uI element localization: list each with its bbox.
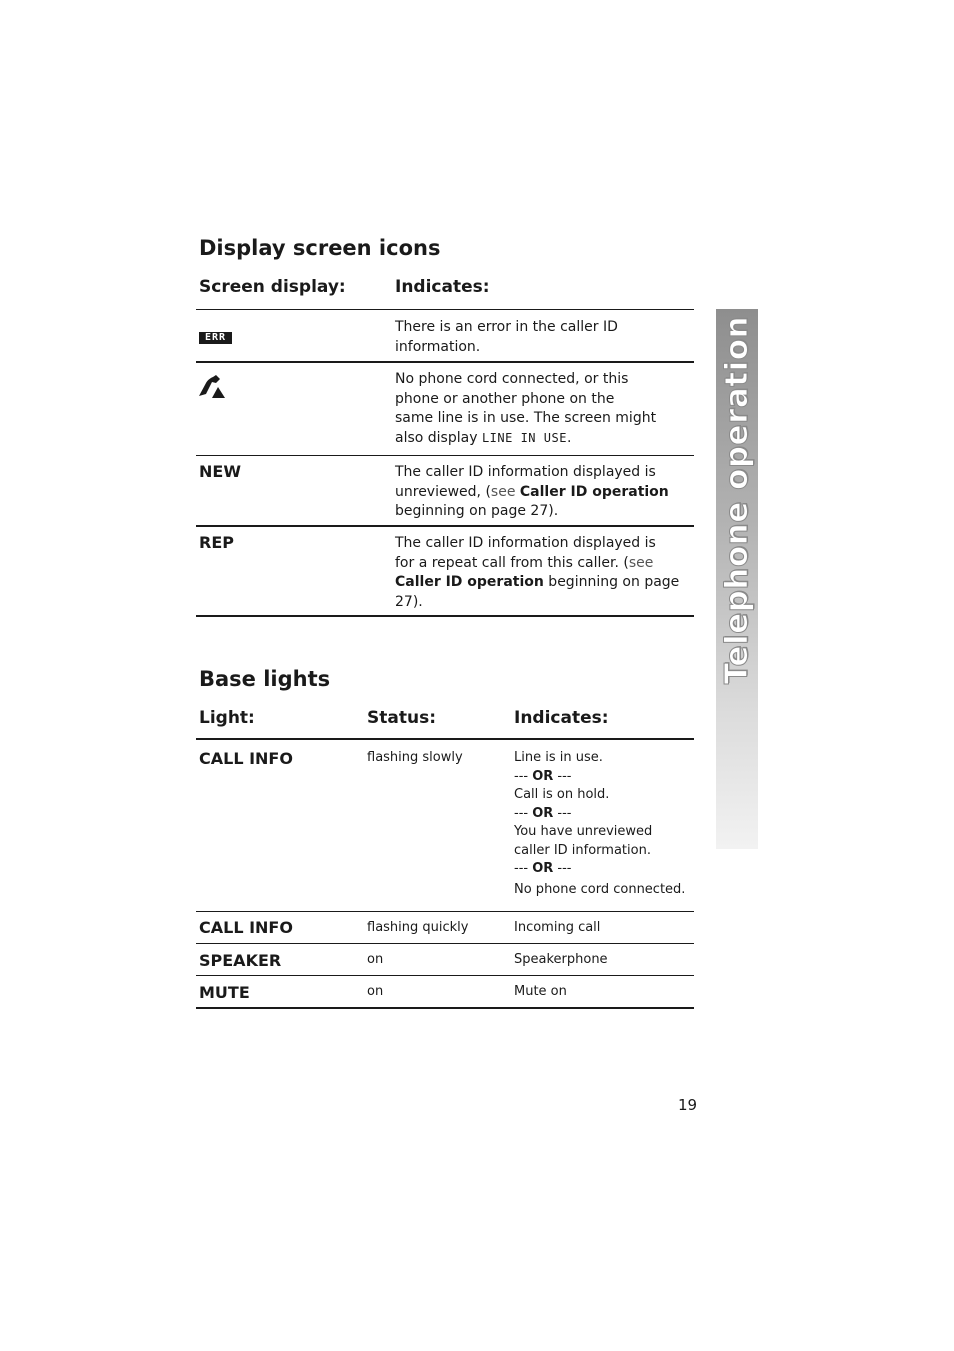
table-rule (196, 975, 694, 976)
side-tab-label: Telephone operation (719, 315, 755, 685)
light-status: on (367, 952, 384, 967)
table-rule (196, 1007, 694, 1009)
light-name: CALL INFO (199, 918, 293, 937)
light-status: flashing quickly (367, 920, 469, 935)
page-number: 19 (678, 1096, 698, 1114)
phone-handset-icon (198, 374, 226, 404)
err-icon-cell (199, 325, 232, 344)
table-rule (196, 361, 694, 363)
lcd-text: LINE IN USE (481, 430, 567, 445)
table-rule (196, 525, 694, 527)
column-header-screen-display: Screen display: (199, 277, 346, 297)
cross-reference: Caller ID operation (519, 483, 669, 500)
err-icon: ERR (199, 332, 232, 344)
row-label-new: NEW (199, 462, 241, 481)
section-title-base-lights: Base lights (199, 667, 331, 691)
column-header-indicates: Indicates: (395, 277, 490, 297)
light-status: on (367, 984, 384, 999)
table-rule (196, 309, 694, 310)
table-rule (196, 911, 694, 912)
light-indicates: Line is in use. --- OR --- Call is on hold. --- OR --- You have unreviewed caller ID information. --- OR --- No phone cord connected. (514, 750, 686, 897)
table-row-text: There is an error in the caller ID information. (395, 319, 618, 355)
light-indicates: Mute on (514, 984, 567, 999)
column-header-indicates: Indicates: (514, 708, 609, 728)
table-rule (196, 455, 694, 456)
light-name: CALL INFO (199, 749, 293, 768)
light-name: MUTE (199, 983, 250, 1002)
table-rule (196, 615, 694, 617)
table-row-text: No phone cord connected, or this phone or another phone on the same line is in use. The screen might also display LINE IN USE. (395, 371, 657, 446)
table-rule (196, 943, 694, 944)
table-row-text: The caller ID information displayed is for a repeat call from this caller. (see Caller ID operation beginning on page 27). (395, 535, 680, 610)
cross-reference: Caller ID operation (395, 574, 544, 590)
row-label-rep: REP (199, 533, 234, 552)
column-header-status: Status: (367, 708, 436, 728)
table-row-text: The caller ID information displayed is unreviewed, (see Caller ID operation beginning on page 27). (395, 464, 669, 519)
light-name: SPEAKER (199, 951, 282, 970)
light-status: flashing slowly (367, 750, 463, 765)
light-indicates: Speakerphone (514, 952, 608, 967)
light-indicates: Incoming call (514, 920, 601, 935)
column-header-light: Light: (199, 708, 255, 728)
table-rule (196, 738, 694, 740)
section-title-display-icons: Display screen icons (199, 236, 441, 260)
